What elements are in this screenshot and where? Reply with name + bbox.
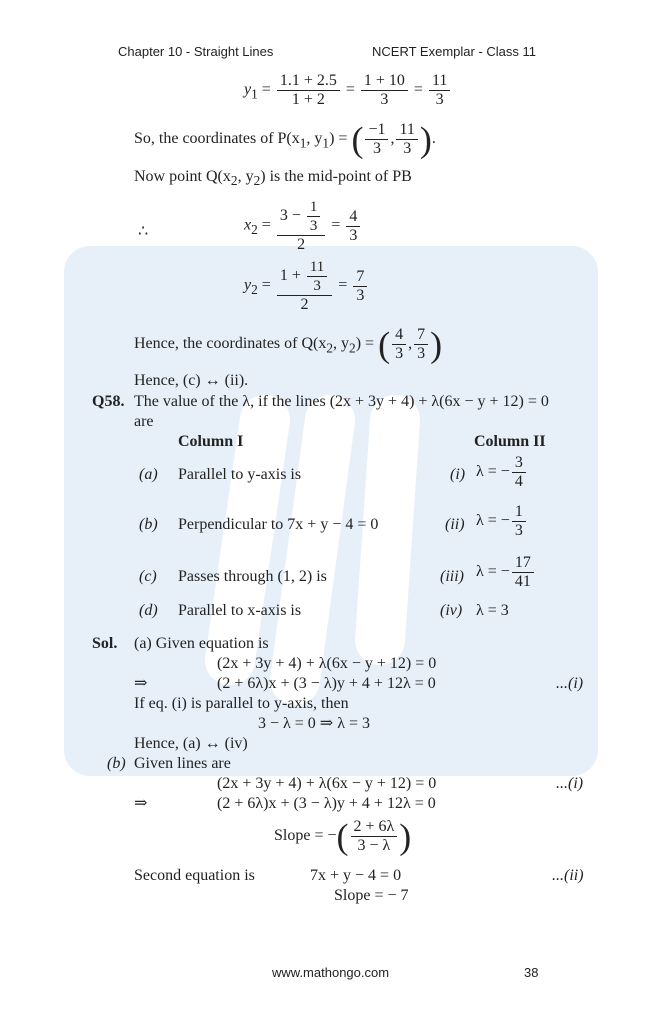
column-2-header: Column II [474, 433, 546, 450]
sol-a-result: Hence, (a) ↔ (iv) [134, 735, 248, 752]
row-text: Parallel to x-axis is [178, 602, 302, 619]
y1-equation: $y_1$ = $\frac{1.1 + 2.5}{1 + 2}$ = $\frac{1 + 10}{3}$ = $\frac{11}{3}$ [244, 72, 452, 109]
ref-ii: ...(ii) [552, 867, 584, 884]
row-answer: λ = − $\frac{1}{3}$ [476, 503, 528, 540]
sol-a-intro: (a) Given equation is [134, 635, 269, 652]
midpoint-statement: Now point $Q(x_2$, $y_2$) is the mid-point of PB [134, 168, 412, 189]
slope-expression: Slope = −( $\frac{2 + 6\lambda}{3 - \lambda}$ ) [274, 816, 412, 857]
sol-b-intro: Given lines are [134, 755, 231, 772]
question-text-line1: The value of the λ, if the lines (2x + 3y + 4) + λ(6x − y + 12) = 0 [134, 393, 549, 410]
row-answer: λ = 3 [476, 602, 509, 619]
implies-symbol: ⇒ [134, 675, 148, 692]
row-letter: (b) [139, 516, 158, 533]
row-text: Parallel to y-axis is [178, 466, 302, 483]
sol-a-equation: (2x + 3y + 4) + λ(6x − y + 12) = 0 [217, 655, 437, 672]
row-roman: (iii) [440, 568, 464, 585]
ref-i: ...(i) [556, 675, 584, 692]
column-1-header: Column I [178, 433, 244, 450]
sol-b-equation: (2x + 3y + 4) + λ(6x − y + 12) = 0 [217, 775, 437, 792]
ref-i: ...(i) [556, 775, 584, 792]
row-roman: (iv) [440, 602, 463, 619]
row-roman: (i) [450, 466, 466, 483]
sol-a-solve: 3 − λ = 0 ⇒ λ = 3 [258, 715, 370, 732]
row-letter: (c) [139, 568, 157, 585]
therefore-symbol: ∴ [138, 223, 149, 240]
row-answer: λ = − $\frac{3}{4}$ [476, 454, 528, 491]
row-letter: (a) [139, 466, 158, 483]
question-text-line2: are [134, 413, 154, 430]
header-chapter: Chapter 10 - Straight Lines [118, 44, 274, 59]
sol-b-label: (b) [107, 755, 126, 772]
implies-symbol: ⇒ [134, 795, 148, 812]
slope-result: Slope = − 7 [334, 887, 409, 904]
header-book: NCERT Exemplar - Class 11 [372, 44, 536, 59]
y2-equation: $y_2$ = 1 + $\frac{11}{3}$ 2 = $\frac{7}{3}$ [244, 258, 369, 314]
coordinates-p: So, the coordinates of $P(x_1$, $y_1$) = ( $\frac{-1}{3}$ , $\frac{11}{3}$ ). [134, 119, 436, 160]
coordinates-q: Hence, the coordinates of $Q(x_2$, $y_2$) = ( $\frac{4}{3}$ , $\frac{7}{3}$ ) [134, 324, 443, 365]
page-number: 38 [524, 965, 539, 980]
hence-c-ii: Hence, (c) ↔ (ii). [134, 372, 249, 389]
sol-a-expanded: (2 + 6λ)x + (3 − λ)y + 4 + 12λ = 0 [217, 675, 436, 692]
row-letter: (d) [139, 602, 158, 619]
footer-url: www.mathongo.com [272, 965, 390, 980]
row-text: Passes through (1, 2) is [178, 568, 327, 585]
sol-b-expanded: (2 + 6λ)x + (3 − λ)y + 4 + 12λ = 0 [217, 795, 436, 812]
second-eq-label: Second equation is [134, 867, 255, 884]
row-roman: (ii) [445, 516, 465, 533]
x2-equation: $x_2$ = 3 − $\frac{1}{3}$ 2 = $\frac{4}{3}$ [244, 198, 362, 254]
second-eq: 7x + y − 4 = 0 [310, 867, 402, 884]
row-text: Perpendicular to 7x + y − 4 = 0 [178, 516, 379, 533]
solution-label: Sol. [92, 635, 118, 652]
sol-a-condition: If eq. (i) is parallel to y-axis, then [134, 695, 349, 712]
question-number: Q58. [92, 393, 125, 410]
row-answer: λ = − $\frac{17}{41}$ [476, 554, 536, 591]
